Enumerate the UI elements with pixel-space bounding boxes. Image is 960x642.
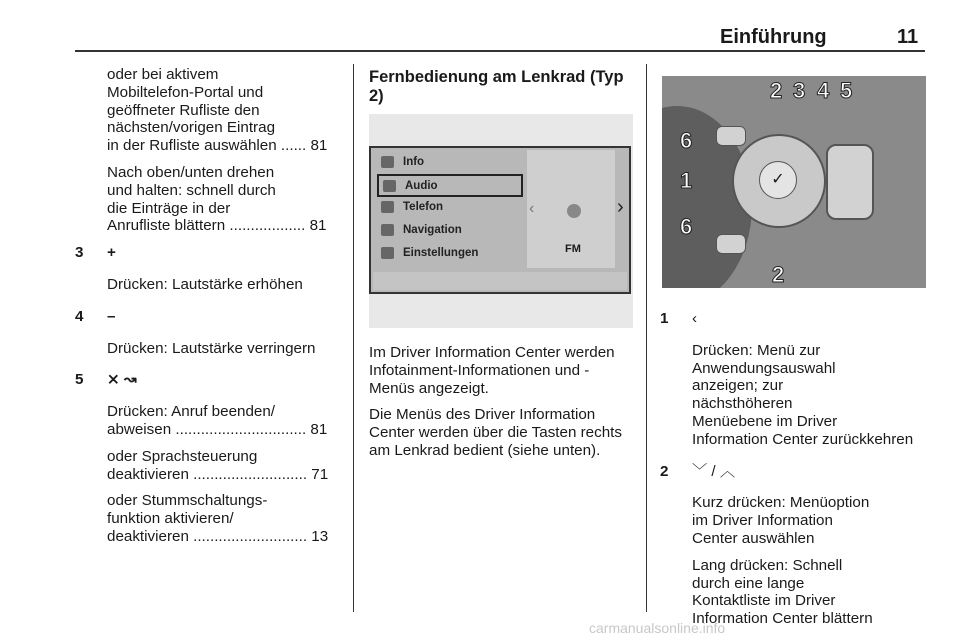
source-label: FM (565, 243, 581, 255)
menu-item-navigation (377, 220, 523, 243)
item-5-para-3 (107, 492, 339, 545)
heading-line: Fernbedienung am Lenkrad (Typ (369, 68, 624, 86)
text-line: Kontaktliste im Driver (692, 592, 836, 610)
settings-icon (381, 247, 394, 259)
text-line: oder Stummschaltungs- (107, 492, 268, 510)
text-line: deaktivieren ........................... 13 (107, 527, 329, 545)
center-ok-button: ✓ (759, 161, 797, 199)
menu-label: Einstellungen (403, 247, 479, 259)
text-line: Im Driver Information Center werden (369, 344, 615, 361)
text-line: durch eine lange (692, 574, 805, 592)
item-number: 3 (75, 244, 84, 262)
item-4-text (107, 340, 339, 358)
menu-item-info (377, 152, 523, 175)
page-header-title: Einführung (720, 26, 827, 48)
text-line: oder bei aktivem (107, 66, 219, 83)
text-line: Kurz drücken: Menüoption (692, 494, 870, 512)
left-column (75, 66, 339, 555)
text-line: Information Center zurückkehren (692, 430, 914, 448)
text-line: funktion aktivieren/ (107, 510, 234, 528)
item-3-heading (75, 244, 339, 262)
text-line: Anrufliste blättern .................. 81 (107, 217, 327, 235)
text-line: nächsthöheren (692, 395, 793, 413)
item-2-para-1 (692, 494, 932, 547)
text-line: Menüebene im Driver (692, 412, 838, 430)
item-2-heading (660, 462, 932, 481)
text-line: Menüs angezeigt. (369, 379, 489, 397)
text-line: Nach oben/unten drehen (107, 163, 275, 181)
text-line: Drücken: Lautstärke verringern (107, 339, 316, 357)
driver-info-screen (369, 146, 631, 294)
intro-paragraph (107, 66, 339, 155)
text-line: Lang drücken: Schnell (692, 556, 843, 574)
chevron-down-up-icon: ﹀ / ︿ (692, 462, 736, 480)
item-number: 1 (660, 310, 669, 327)
navigation-icon (381, 224, 394, 236)
menu-item-einstellungen (377, 243, 523, 266)
item-3-text (107, 276, 339, 294)
text-line: Information Center blättern (692, 610, 873, 628)
menu-label: Telefon (403, 201, 444, 213)
text-line: und halten: schnell durch (107, 181, 276, 199)
header-rule (75, 50, 925, 52)
item-number: 4 (75, 307, 84, 325)
text-line: am Lenkrad bedient (siehe unten). (369, 441, 601, 459)
text-line: Anwendungsauswahl (692, 359, 836, 377)
steering-wheel-illustration (662, 76, 926, 288)
item-1-text (692, 342, 932, 449)
text-line: die Einträge in der (107, 199, 231, 217)
text-line: Drücken: Menü zur (692, 341, 821, 359)
text-line: Center auswählen (692, 529, 815, 547)
callout-2-bottom: 2 (772, 262, 785, 287)
dic-para-2 (369, 406, 635, 459)
screen-bottom-bar (373, 272, 627, 290)
menu-label: Navigation (403, 224, 462, 236)
menu-item-audio (377, 174, 523, 197)
menu-item-telefon (377, 197, 523, 220)
right-column (660, 310, 932, 637)
text-line: nächsten/vorigen Eintrag (107, 119, 276, 137)
text-line: im Driver Information (692, 512, 833, 530)
watermark: carmanualsonline.info (589, 620, 726, 636)
text-line: Infotainment-Informationen und - (369, 361, 590, 379)
plus-symbol: + (107, 244, 116, 262)
text-line: Center werden über die Tasten rechts (369, 424, 622, 442)
minus-symbol: – (107, 307, 116, 325)
callout-2-top: 2 (770, 78, 783, 103)
callout-4: 4 (817, 78, 830, 103)
column-divider-left (353, 64, 354, 612)
item-number: 2 (660, 462, 669, 480)
voice-button (716, 126, 746, 146)
item-1-heading (660, 310, 932, 328)
phone-icon (381, 201, 394, 213)
call-end-mute-icon: ⨯ ↝ (107, 371, 137, 389)
volume-button (826, 144, 874, 220)
text-line: Drücken: Anruf beenden/ (107, 403, 276, 421)
text-line: Die Menüs des Driver Information (369, 406, 596, 424)
section-heading (369, 68, 635, 106)
item-2-para-2 (692, 557, 932, 628)
page-number: 11 (897, 26, 919, 48)
item-5-para-2 (107, 448, 339, 484)
text-line: in der Rufliste auswählen ...... 81 (107, 137, 328, 155)
chevron-left-icon: ‹ (529, 200, 535, 217)
item-5-para-1 (107, 403, 339, 439)
callout-6-top: 6 (680, 128, 693, 153)
text-line: anzeigen; zur (692, 377, 784, 395)
text-line: oder Sprachsteuerung (107, 447, 258, 465)
chevron-left-icon: ‹ (692, 310, 698, 327)
text-line: deaktivieren ........................... 71 (107, 465, 329, 483)
scroll-paragraph (107, 164, 339, 235)
call-button (716, 234, 746, 254)
text-line: Drücken: Lautstärke erhöhen (107, 275, 303, 293)
item-5-heading (75, 371, 339, 389)
radio-icon (567, 204, 581, 218)
middle-column-body (369, 344, 635, 469)
chevron-right-icon: › (617, 196, 624, 218)
column-divider-right (646, 64, 647, 612)
callout-1: 1 (680, 168, 693, 193)
text-line: Mobiltelefon-Portal und (107, 83, 264, 101)
audio-icon (383, 180, 396, 192)
info-icon (381, 156, 394, 168)
callout-5: 5 (840, 78, 853, 103)
callout-3: 3 (793, 78, 806, 103)
item-4-heading (75, 307, 339, 326)
item-number: 5 (75, 371, 84, 389)
menu-label: Audio (405, 180, 438, 192)
text-line: geöffneter Rufliste den (107, 101, 260, 119)
callout-6-bottom: 6 (680, 214, 693, 239)
heading-line: 2) (369, 87, 384, 105)
dic-para-1 (369, 344, 635, 397)
text-line: abweisen ............................... 81 (107, 420, 328, 438)
menu-label: Info (403, 156, 425, 168)
